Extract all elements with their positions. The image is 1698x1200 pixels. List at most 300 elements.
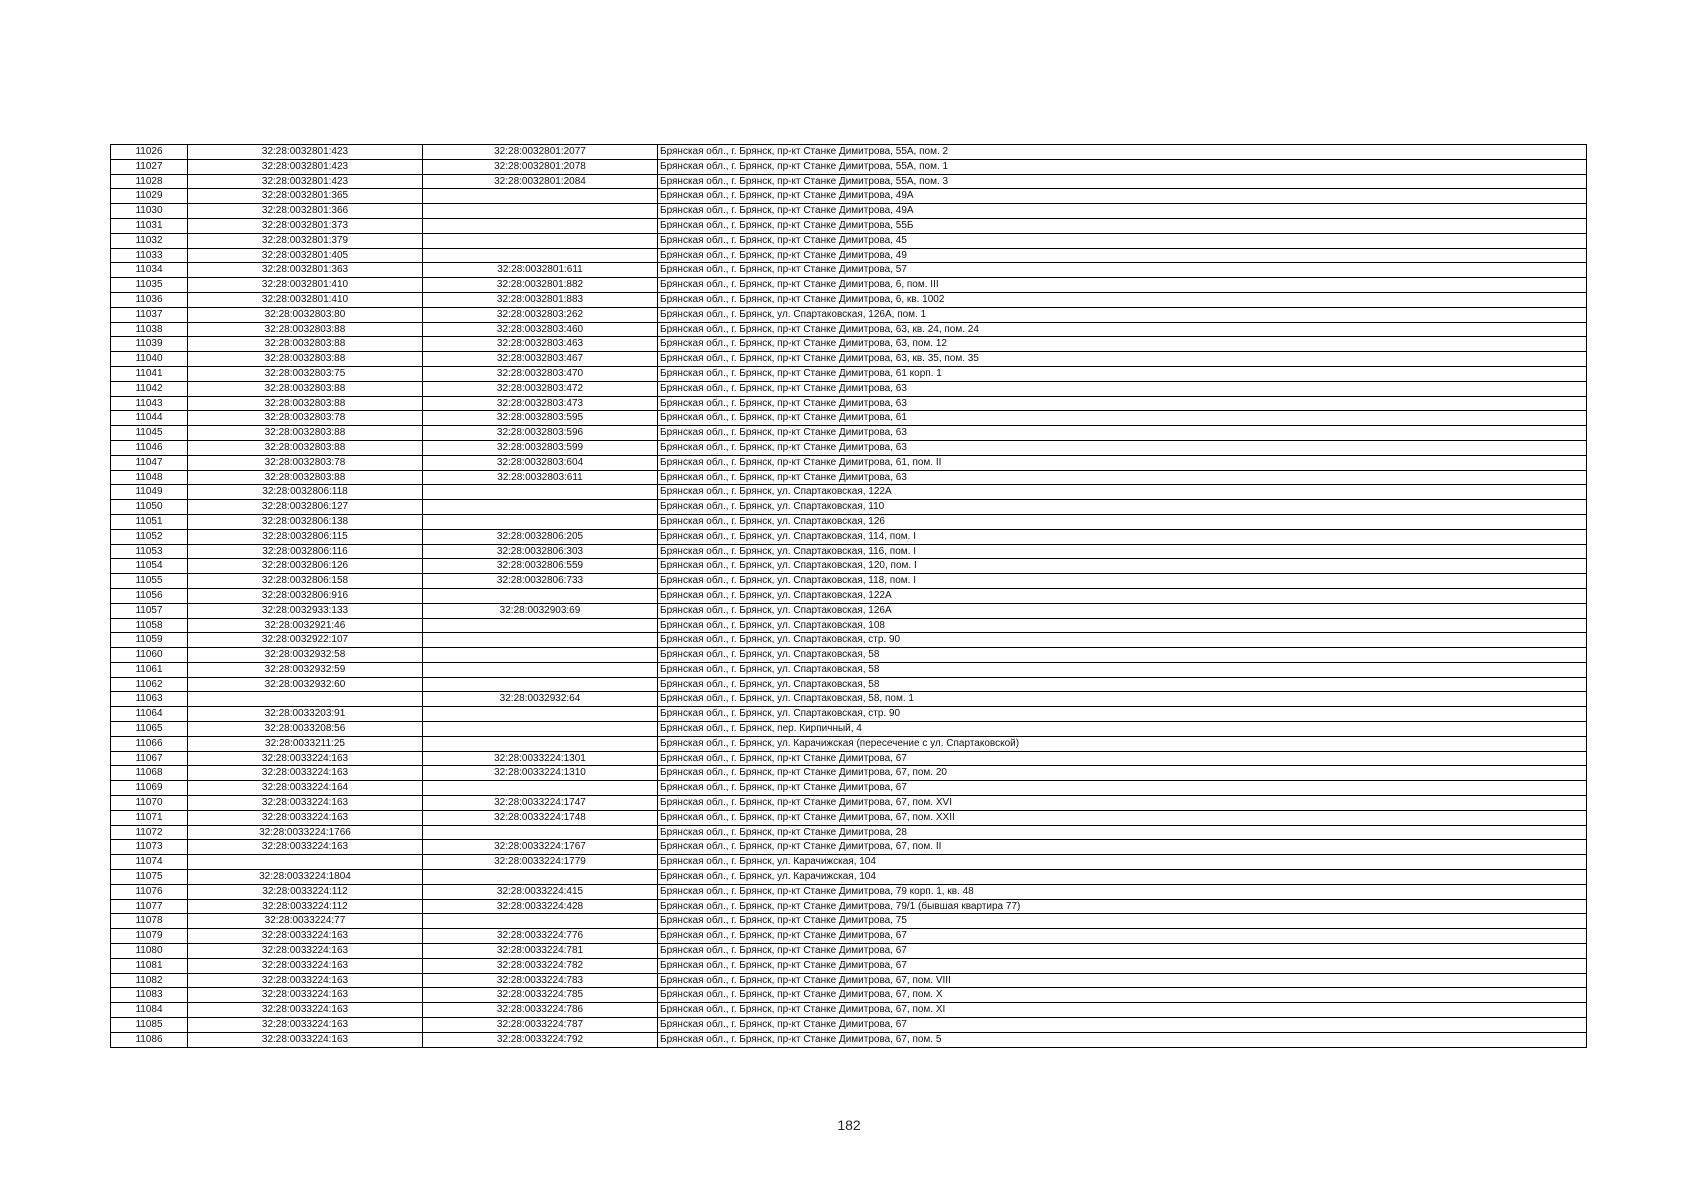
row-number-cell: 11050	[111, 500, 188, 515]
table-row	[111, 677, 1587, 692]
table-row	[111, 218, 1587, 233]
object-number-cell: 32:28:0032806:303	[423, 544, 658, 559]
row-number-cell: 11073	[111, 840, 188, 855]
table-row	[111, 648, 1587, 663]
address-cell: Брянская обл., г. Брянск, пр-кт Станке Димитрова, 67	[658, 944, 1587, 959]
row-number-cell: 11034	[111, 263, 188, 278]
object-number-cell: 32:28:0032803:596	[423, 426, 658, 441]
land-parcel-number-cell: 32:28:0033224:1766	[188, 825, 423, 840]
table-row	[111, 307, 1587, 322]
row-number-cell: 11054	[111, 559, 188, 574]
row-number-cell: 11030	[111, 204, 188, 219]
row-number-cell: 11036	[111, 292, 188, 307]
row-number-cell: 11058	[111, 618, 188, 633]
object-number-cell: 32:28:0032801:882	[423, 278, 658, 293]
row-number-cell: 11028	[111, 174, 188, 189]
land-parcel-number-cell: 32:28:0033224:77	[188, 914, 423, 929]
land-parcel-number-cell: 32:28:0033224:163	[188, 1018, 423, 1033]
address-cell: Брянская обл., г. Брянск, пр-кт Станке Димитрова, 55Б	[658, 218, 1587, 233]
table-row	[111, 485, 1587, 500]
table-row	[111, 514, 1587, 529]
table-row	[111, 958, 1587, 973]
row-number-cell: 11084	[111, 1003, 188, 1018]
row-number-cell: 11033	[111, 248, 188, 263]
row-number-cell: 11076	[111, 884, 188, 899]
row-number-cell: 11074	[111, 855, 188, 870]
row-number-cell: 11048	[111, 470, 188, 485]
address-cell: Брянская обл., г. Брянск, ул. Карачижская, 104	[658, 855, 1587, 870]
table-row	[111, 366, 1587, 381]
address-cell: Брянская обл., г. Брянск, пр-кт Станке Димитрова, 55А, пом. 1	[658, 159, 1587, 174]
table-row	[111, 500, 1587, 515]
table-row	[111, 337, 1587, 352]
address-cell: Брянская обл., г. Брянск, пр-кт Станке Димитрова, 63	[658, 470, 1587, 485]
object-number-cell: 32:28:0032801:883	[423, 292, 658, 307]
object-number-cell: 32:28:0032803:599	[423, 440, 658, 455]
address-cell: Брянская обл., г. Брянск, пр-кт Станке Димитрова, 75	[658, 914, 1587, 929]
row-number-cell: 11059	[111, 633, 188, 648]
land-parcel-number-cell: 32:28:0032801:405	[188, 248, 423, 263]
object-number-cell: 32:28:0033224:1748	[423, 810, 658, 825]
row-number-cell: 11026	[111, 145, 188, 160]
row-number-cell: 11055	[111, 574, 188, 589]
object-number-cell: 32:28:0032806:559	[423, 559, 658, 574]
table-row	[111, 248, 1587, 263]
table-row	[111, 470, 1587, 485]
address-cell: Брянская обл., г. Брянск, пр-кт Станке Димитрова, 61, пом. II	[658, 455, 1587, 470]
table-row	[111, 352, 1587, 367]
row-number-cell: 11045	[111, 426, 188, 441]
table-row	[111, 840, 1587, 855]
address-cell: Брянская обл., г. Брянск, пер. Кирпичный, 4	[658, 722, 1587, 737]
object-number-cell: 32:28:0033224:1747	[423, 796, 658, 811]
table-row	[111, 204, 1587, 219]
row-number-cell: 11075	[111, 870, 188, 885]
table-row	[111, 411, 1587, 426]
table-row	[111, 618, 1587, 633]
row-number-cell: 11066	[111, 736, 188, 751]
address-cell: Брянская обл., г. Брянск, пр-кт Станке Димитрова, 49А	[658, 204, 1587, 219]
table-row	[111, 707, 1587, 722]
table-row	[111, 766, 1587, 781]
land-parcel-number-cell	[188, 692, 423, 707]
object-number-cell: 32:28:0033224:783	[423, 973, 658, 988]
cadastral-registry-table	[110, 144, 1587, 1048]
object-number-cell: 32:28:0032801:2078	[423, 159, 658, 174]
land-parcel-number-cell: 32:28:0033224:163	[188, 1003, 423, 1018]
row-number-cell: 11031	[111, 218, 188, 233]
object-number-cell	[423, 722, 658, 737]
object-number-cell: 32:28:0032801:2084	[423, 174, 658, 189]
row-number-cell: 11067	[111, 751, 188, 766]
land-parcel-number-cell: 32:28:0032806:127	[188, 500, 423, 515]
land-parcel-number-cell: 32:28:0032806:115	[188, 529, 423, 544]
table-row	[111, 1018, 1587, 1033]
land-parcel-number-cell: 32:28:0032932:59	[188, 662, 423, 677]
address-cell: Брянская обл., г. Брянск, ул. Спартаковская, 58, пом. 1	[658, 692, 1587, 707]
row-number-cell: 11056	[111, 588, 188, 603]
address-cell: Брянская обл., г. Брянск, пр-кт Станке Димитрова, 49А	[658, 189, 1587, 204]
row-number-cell: 11041	[111, 366, 188, 381]
address-cell: Брянская обл., г. Брянск, ул. Спартаковская, 126А, пом. 1	[658, 307, 1587, 322]
address-cell: Брянская обл., г. Брянск, пр-кт Станке Димитрова, 67	[658, 1018, 1587, 1033]
address-cell: Брянская обл., г. Брянск, пр-кт Станке Димитрова, 67	[658, 929, 1587, 944]
address-cell: Брянская обл., г. Брянск, пр-кт Станке Димитрова, 67, пом. X	[658, 988, 1587, 1003]
object-number-cell: 32:28:0032801:611	[423, 263, 658, 278]
land-parcel-number-cell: 32:28:0033224:112	[188, 884, 423, 899]
object-number-cell	[423, 825, 658, 840]
row-number-cell: 11085	[111, 1018, 188, 1033]
table-row	[111, 692, 1587, 707]
land-parcel-number-cell: 32:28:0032801:365	[188, 189, 423, 204]
table-row	[111, 159, 1587, 174]
land-parcel-number-cell: 32:28:0032801:423	[188, 159, 423, 174]
address-cell: Брянская обл., г. Брянск, пр-кт Станке Димитрова, 67, пом. XXII	[658, 810, 1587, 825]
object-number-cell	[423, 233, 658, 248]
land-parcel-number-cell: 32:28:0032803:78	[188, 455, 423, 470]
row-number-cell: 11064	[111, 707, 188, 722]
row-number-cell: 11053	[111, 544, 188, 559]
table-row	[111, 233, 1587, 248]
land-parcel-number-cell: 32:28:0033224:163	[188, 840, 423, 855]
table-row	[111, 914, 1587, 929]
row-number-cell: 11077	[111, 899, 188, 914]
address-cell: Брянская обл., г. Брянск, ул. Спартаковская, 126	[658, 514, 1587, 529]
object-number-cell: 32:28:0032803:467	[423, 352, 658, 367]
page-number: 182	[837, 1117, 861, 1133]
address-cell: Брянская обл., г. Брянск, пр-кт Станке Димитрова, 6, кв. 1002	[658, 292, 1587, 307]
table-row	[111, 278, 1587, 293]
land-parcel-number-cell: 32:28:0033224:163	[188, 973, 423, 988]
address-cell: Брянская обл., г. Брянск, пр-кт Станке Димитрова, 67	[658, 781, 1587, 796]
table-row	[111, 292, 1587, 307]
table-row	[111, 751, 1587, 766]
object-number-cell	[423, 189, 658, 204]
land-parcel-number-cell: 32:28:0032806:126	[188, 559, 423, 574]
land-parcel-number-cell: 32:28:0032803:88	[188, 440, 423, 455]
land-parcel-number-cell: 32:28:0033224:163	[188, 1032, 423, 1047]
object-number-cell	[423, 588, 658, 603]
object-number-cell	[423, 248, 658, 263]
object-number-cell: 32:28:0032803:604	[423, 455, 658, 470]
table-row	[111, 174, 1587, 189]
table-row	[111, 781, 1587, 796]
table-row	[111, 145, 1587, 160]
table-row	[111, 722, 1587, 737]
table-row	[111, 810, 1587, 825]
table-row	[111, 440, 1587, 455]
table-row	[111, 426, 1587, 441]
address-cell: Брянская обл., г. Брянск, пр-кт Станке Димитрова, 63, кв. 35, пом. 35	[658, 352, 1587, 367]
land-parcel-number-cell: 32:28:0033224:163	[188, 796, 423, 811]
address-cell: Брянская обл., г. Брянск, пр-кт Станке Димитрова, 45	[658, 233, 1587, 248]
table-row	[111, 189, 1587, 204]
address-cell: Брянская обл., г. Брянск, ул. Спартаковская, 116, пом. I	[658, 544, 1587, 559]
object-number-cell: 32:28:0032803:473	[423, 396, 658, 411]
table-row	[111, 544, 1587, 559]
table-row	[111, 1032, 1587, 1047]
land-parcel-number-cell: 32:28:0032803:80	[188, 307, 423, 322]
table-row	[111, 929, 1587, 944]
object-number-cell	[423, 736, 658, 751]
land-parcel-number-cell: 32:28:0033224:163	[188, 988, 423, 1003]
object-number-cell	[423, 514, 658, 529]
land-parcel-number-cell: 32:28:0032801:410	[188, 278, 423, 293]
object-number-cell	[423, 870, 658, 885]
address-cell: Брянская обл., г. Брянск, пр-кт Станке Димитрова, 79 корп. 1, кв. 48	[658, 884, 1587, 899]
object-number-cell: 32:28:0033224:785	[423, 988, 658, 1003]
row-number-cell: 11063	[111, 692, 188, 707]
address-cell: Брянская обл., г. Брянск, ул. Спартаковская, 58	[658, 677, 1587, 692]
land-parcel-number-cell: 32:28:0032806:118	[188, 485, 423, 500]
address-cell: Брянская обл., г. Брянск, пр-кт Станке Димитрова, 55А, пом. 3	[658, 174, 1587, 189]
land-parcel-number-cell: 32:28:0033208:56	[188, 722, 423, 737]
object-number-cell: 32:28:0033224:415	[423, 884, 658, 899]
address-cell: Брянская обл., г. Брянск, пр-кт Станке Димитрова, 79/1 (бывшая квартира 77)	[658, 899, 1587, 914]
land-parcel-number-cell: 32:28:0032801:366	[188, 204, 423, 219]
table-row	[111, 662, 1587, 677]
row-number-cell: 11070	[111, 796, 188, 811]
address-cell: Брянская обл., г. Брянск, пр-кт Станке Димитрова, 67	[658, 958, 1587, 973]
table-row	[111, 633, 1587, 648]
object-number-cell: 32:28:0032803:611	[423, 470, 658, 485]
row-number-cell: 11039	[111, 337, 188, 352]
land-parcel-number-cell: 32:28:0032803:88	[188, 381, 423, 396]
land-parcel-number-cell: 32:28:0033224:1804	[188, 870, 423, 885]
row-number-cell: 11065	[111, 722, 188, 737]
object-number-cell: 32:28:0033224:786	[423, 1003, 658, 1018]
object-number-cell: 32:28:0032806:205	[423, 529, 658, 544]
address-cell: Брянская обл., г. Брянск, пр-кт Станке Димитрова, 63, пом. 12	[658, 337, 1587, 352]
table-row	[111, 603, 1587, 618]
address-cell: Брянская обл., г. Брянск, ул. Спартаковская, 122А	[658, 588, 1587, 603]
land-parcel-number-cell: 32:28:0032803:78	[188, 411, 423, 426]
registry-table-body	[111, 145, 1587, 1048]
table-row	[111, 899, 1587, 914]
table-row	[111, 381, 1587, 396]
table-row	[111, 574, 1587, 589]
row-number-cell: 11071	[111, 810, 188, 825]
land-parcel-number-cell: 32:28:0032806:116	[188, 544, 423, 559]
object-number-cell: 32:28:0032932:64	[423, 692, 658, 707]
land-parcel-number-cell: 32:28:0032803:88	[188, 322, 423, 337]
row-number-cell: 11061	[111, 662, 188, 677]
table-row	[111, 263, 1587, 278]
address-cell: Брянская обл., г. Брянск, ул. Спартаковская, 120, пом. I	[658, 559, 1587, 574]
address-cell: Брянская обл., г. Брянск, пр-кт Станке Димитрова, 63	[658, 426, 1587, 441]
row-number-cell: 11040	[111, 352, 188, 367]
object-number-cell	[423, 218, 658, 233]
row-number-cell: 11082	[111, 973, 188, 988]
land-parcel-number-cell: 32:28:0032803:88	[188, 470, 423, 485]
address-cell: Брянская обл., г. Брянск, пр-кт Станке Димитрова, 6, пом. III	[658, 278, 1587, 293]
address-cell: Брянская обл., г. Брянск, пр-кт Станке Димитрова, 63, кв. 24, пом. 24	[658, 322, 1587, 337]
object-number-cell	[423, 648, 658, 663]
address-cell: Брянская обл., г. Брянск, пр-кт Станке Димитрова, 63	[658, 440, 1587, 455]
object-number-cell: 32:28:0032803:595	[423, 411, 658, 426]
address-cell: Брянская обл., г. Брянск, пр-кт Станке Димитрова, 63	[658, 396, 1587, 411]
land-parcel-number-cell: 32:28:0032801:423	[188, 174, 423, 189]
object-number-cell: 32:28:0033224:1779	[423, 855, 658, 870]
object-number-cell: 32:28:0033224:428	[423, 899, 658, 914]
address-cell: Брянская обл., г. Брянск, пр-кт Станке Димитрова, 49	[658, 248, 1587, 263]
row-number-cell: 11060	[111, 648, 188, 663]
object-number-cell: 32:28:0032803:463	[423, 337, 658, 352]
row-number-cell: 11062	[111, 677, 188, 692]
table-row	[111, 559, 1587, 574]
land-parcel-number-cell: 32:28:0033224:163	[188, 766, 423, 781]
address-cell: Брянская обл., г. Брянск, ул. Спартаковская, стр. 90	[658, 633, 1587, 648]
table-row	[111, 322, 1587, 337]
row-number-cell: 11068	[111, 766, 188, 781]
row-number-cell: 11043	[111, 396, 188, 411]
object-number-cell: 32:28:0032803:472	[423, 381, 658, 396]
object-number-cell: 32:28:0033224:792	[423, 1032, 658, 1047]
row-number-cell: 11042	[111, 381, 188, 396]
address-cell: Брянская обл., г. Брянск, ул. Спартаковская, 58	[658, 648, 1587, 663]
land-parcel-number-cell: 32:28:0033224:163	[188, 944, 423, 959]
object-number-cell: 32:28:0032803:460	[423, 322, 658, 337]
table-row	[111, 396, 1587, 411]
row-number-cell: 11038	[111, 322, 188, 337]
object-number-cell	[423, 618, 658, 633]
object-number-cell	[423, 781, 658, 796]
row-number-cell: 11037	[111, 307, 188, 322]
table-row	[111, 988, 1587, 1003]
row-number-cell: 11083	[111, 988, 188, 1003]
address-cell: Брянская обл., г. Брянск, пр-кт Станке Димитрова, 55А, пом. 2	[658, 145, 1587, 160]
address-cell: Брянская обл., г. Брянск, пр-кт Станке Димитрова, 67, пом. VIII	[658, 973, 1587, 988]
object-number-cell	[423, 633, 658, 648]
object-number-cell: 32:28:0032801:2077	[423, 145, 658, 160]
land-parcel-number-cell: 32:28:0032801:410	[188, 292, 423, 307]
object-number-cell: 32:28:0032803:470	[423, 366, 658, 381]
land-parcel-number-cell: 32:28:0032803:88	[188, 426, 423, 441]
object-number-cell: 32:28:0033224:781	[423, 944, 658, 959]
table-row	[111, 529, 1587, 544]
address-cell: Брянская обл., г. Брянск, ул. Спартаковская, 122А	[658, 485, 1587, 500]
row-number-cell: 11044	[111, 411, 188, 426]
table-row	[111, 870, 1587, 885]
land-parcel-number-cell: 32:28:0032806:138	[188, 514, 423, 529]
land-parcel-number-cell: 32:28:0032801:373	[188, 218, 423, 233]
land-parcel-number-cell: 32:28:0032803:88	[188, 396, 423, 411]
land-parcel-number-cell: 32:28:0032803:88	[188, 352, 423, 367]
row-number-cell: 11080	[111, 944, 188, 959]
address-cell: Брянская обл., г. Брянск, пр-кт Станке Димитрова, 63	[658, 381, 1587, 396]
row-number-cell: 11051	[111, 514, 188, 529]
address-cell: Брянская обл., г. Брянск, пр-кт Станке Димитрова, 67, пом. 20	[658, 766, 1587, 781]
address-cell: Брянская обл., г. Брянск, пр-кт Станке Димитрова, 57	[658, 263, 1587, 278]
row-number-cell: 11029	[111, 189, 188, 204]
object-number-cell	[423, 707, 658, 722]
land-parcel-number-cell: 32:28:0032806:158	[188, 574, 423, 589]
address-cell: Брянская обл., г. Брянск, ул. Карачижская, 104	[658, 870, 1587, 885]
table-row	[111, 796, 1587, 811]
object-number-cell: 32:28:0033224:1767	[423, 840, 658, 855]
address-cell: Брянская обл., г. Брянск, пр-кт Станке Димитрова, 67, пом. 5	[658, 1032, 1587, 1047]
address-cell: Брянская обл., г. Брянск, ул. Спартаковская, 110	[658, 500, 1587, 515]
land-parcel-number-cell: 32:28:0032921:46	[188, 618, 423, 633]
row-number-cell: 11032	[111, 233, 188, 248]
table-row	[111, 588, 1587, 603]
address-cell: Брянская обл., г. Брянск, ул. Спартаковская, 114, пом. I	[658, 529, 1587, 544]
land-parcel-number-cell: 32:28:0032803:88	[188, 337, 423, 352]
object-number-cell: 32:28:0032803:262	[423, 307, 658, 322]
row-number-cell: 11049	[111, 485, 188, 500]
object-number-cell: 32:28:0033224:1310	[423, 766, 658, 781]
land-parcel-number-cell: 32:28:0033203:91	[188, 707, 423, 722]
table-row	[111, 825, 1587, 840]
address-cell: Брянская обл., г. Брянск, пр-кт Станке Димитрова, 67	[658, 751, 1587, 766]
row-number-cell: 11081	[111, 958, 188, 973]
land-parcel-number-cell: 32:28:0033224:163	[188, 810, 423, 825]
object-number-cell: 32:28:0033224:782	[423, 958, 658, 973]
address-cell: Брянская обл., г. Брянск, пр-кт Станке Димитрова, 61 корп. 1	[658, 366, 1587, 381]
object-number-cell	[423, 485, 658, 500]
object-number-cell	[423, 204, 658, 219]
land-parcel-number-cell: 32:28:0033211:25	[188, 736, 423, 751]
land-parcel-number-cell: 32:28:0032801:423	[188, 145, 423, 160]
row-number-cell: 11086	[111, 1032, 188, 1047]
object-number-cell: 32:28:0032806:733	[423, 574, 658, 589]
land-parcel-number-cell: 32:28:0032932:58	[188, 648, 423, 663]
object-number-cell: 32:28:0032903:69	[423, 603, 658, 618]
land-parcel-number-cell	[188, 855, 423, 870]
land-parcel-number-cell: 32:28:0032803:75	[188, 366, 423, 381]
land-parcel-number-cell: 32:28:0033224:112	[188, 899, 423, 914]
row-number-cell: 11078	[111, 914, 188, 929]
object-number-cell: 32:28:0033224:1301	[423, 751, 658, 766]
table-row	[111, 884, 1587, 899]
row-number-cell: 11057	[111, 603, 188, 618]
address-cell: Брянская обл., г. Брянск, пр-кт Станке Димитрова, 67, пом. II	[658, 840, 1587, 855]
table-row	[111, 736, 1587, 751]
address-cell: Брянская обл., г. Брянск, пр-кт Станке Димитрова, 67, пом. XI	[658, 1003, 1587, 1018]
table-row	[111, 944, 1587, 959]
table-row	[111, 1003, 1587, 1018]
address-cell: Брянская обл., г. Брянск, ул. Карачижская (пересечение с ул. Спартаковской)	[658, 736, 1587, 751]
address-cell: Брянская обл., г. Брянск, ул. Спартаковская, 118, пом. I	[658, 574, 1587, 589]
row-number-cell: 11072	[111, 825, 188, 840]
row-number-cell: 11027	[111, 159, 188, 174]
row-number-cell: 11035	[111, 278, 188, 293]
land-parcel-number-cell: 32:28:0032801:379	[188, 233, 423, 248]
land-parcel-number-cell: 32:28:0033224:164	[188, 781, 423, 796]
address-cell: Брянская обл., г. Брянск, пр-кт Станке Димитрова, 61	[658, 411, 1587, 426]
row-number-cell: 11052	[111, 529, 188, 544]
table-row	[111, 455, 1587, 470]
land-parcel-number-cell: 32:28:0033224:163	[188, 929, 423, 944]
land-parcel-number-cell: 32:28:0032933:133	[188, 603, 423, 618]
object-number-cell	[423, 677, 658, 692]
address-cell: Брянская обл., г. Брянск, ул. Спартаковская, стр. 90	[658, 707, 1587, 722]
address-cell: Брянская обл., г. Брянск, ул. Спартаковская, 108	[658, 618, 1587, 633]
table-row	[111, 973, 1587, 988]
address-cell: Брянская обл., г. Брянск, пр-кт Станке Димитрова, 67, пом. XVI	[658, 796, 1587, 811]
address-cell: Брянская обл., г. Брянск, ул. Спартаковская, 126А	[658, 603, 1587, 618]
address-cell: Брянская обл., г. Брянск, ул. Спартаковская, 58	[658, 662, 1587, 677]
object-number-cell: 32:28:0033224:776	[423, 929, 658, 944]
object-number-cell	[423, 500, 658, 515]
row-number-cell: 11079	[111, 929, 188, 944]
row-number-cell: 11047	[111, 455, 188, 470]
land-parcel-number-cell: 32:28:0032932:60	[188, 677, 423, 692]
object-number-cell	[423, 914, 658, 929]
row-number-cell: 11069	[111, 781, 188, 796]
table-row	[111, 855, 1587, 870]
land-parcel-number-cell: 32:28:0032801:363	[188, 263, 423, 278]
